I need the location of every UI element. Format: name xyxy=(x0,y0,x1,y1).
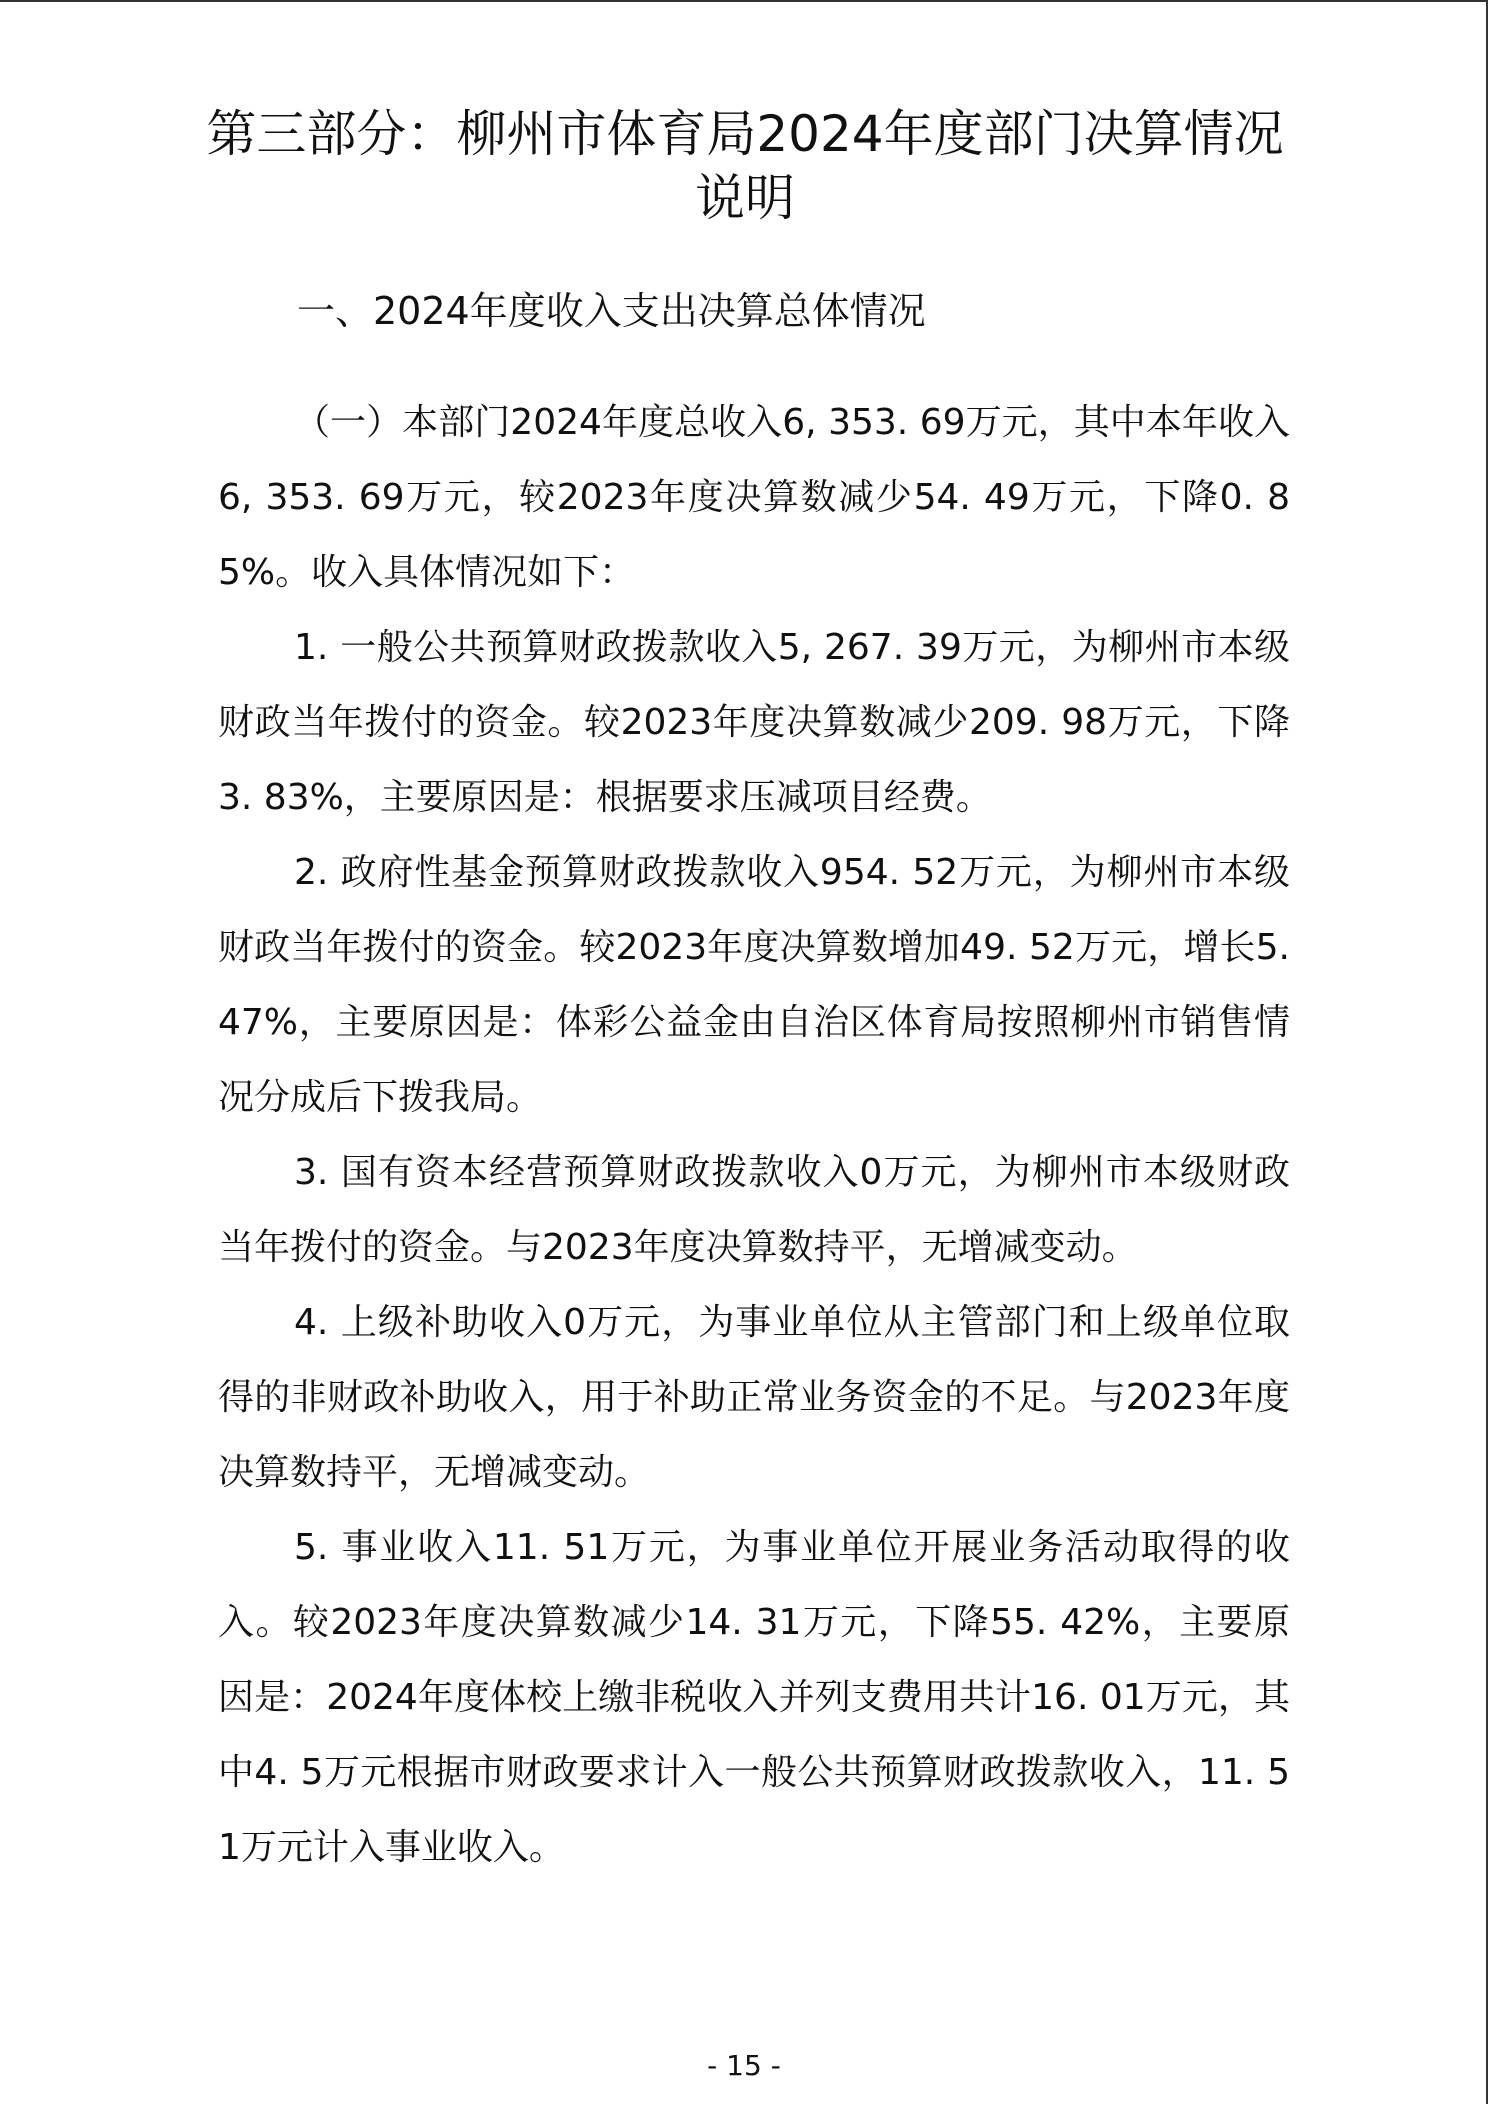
page-number: - 15 - xyxy=(707,2049,781,2082)
paragraph-superior-subsidy: 4. 上级补助收入0万元，为事业单位从主管部门和上级单位取得的非财政补助收入，用于补助正常业务资金的不足。与2023年度决算数持平，无增减变动。 xyxy=(218,1302,1290,1493)
page-title: 第三部分：柳州市体育局2024年度部门决算情况说明 xyxy=(206,105,1284,227)
paragraph-government-fund-budget: 2. 政府性基金预算财政拨款收入954. 52万元，为柳州市本级财政当年拨付的资金。较2023年度决算数增加49. 52万元，增长5. 47%，主要原因是：体彩公益金由自治区体育局按照柳州市销售情况分成后下拨我局。 xyxy=(218,852,1290,1118)
paragraph-total-income: （一）本部门2024年度总收入6, 353. 69万元，其中本年收入6, 353. 69万元，较2023年度决算数减少54. 49万元，下降0. 85%。收入具体情况如下： xyxy=(218,402,1290,593)
document-body xyxy=(218,385,1290,1885)
paragraph-general-public-budget: 1. 一般公共预算财政拨款收入5, 267. 39万元，为柳州市本级财政当年拨付的资金。较2023年度决算数减少209. 98万元，下降3. 83%，主要原因是：根据要求压减项目经费。 xyxy=(218,627,1290,818)
paragraph-business-income: 5. 事业收入11. 51万元，为事业单位开展业务活动取得的收入。较2023年度决算数减少14. 31万元，下降55. 42%，主要原因是：2024年度体校上缴非税收入并列支费用共计16. 01万元，其中4. 5万元根据市财政要求计入一般公共预算财政拨款收入，11. 51万元计入事业收入。 xyxy=(218,1527,1290,1868)
paragraph-state-capital-budget: 3. 国有资本经营预算财政拨款收入0万元，为柳州市本级财政当年拨付的资金。与2023年度决算数持平，无增减变动。 xyxy=(218,1152,1290,1268)
section-heading: 一、2024年度收入支出决算总体情况 xyxy=(297,289,926,333)
